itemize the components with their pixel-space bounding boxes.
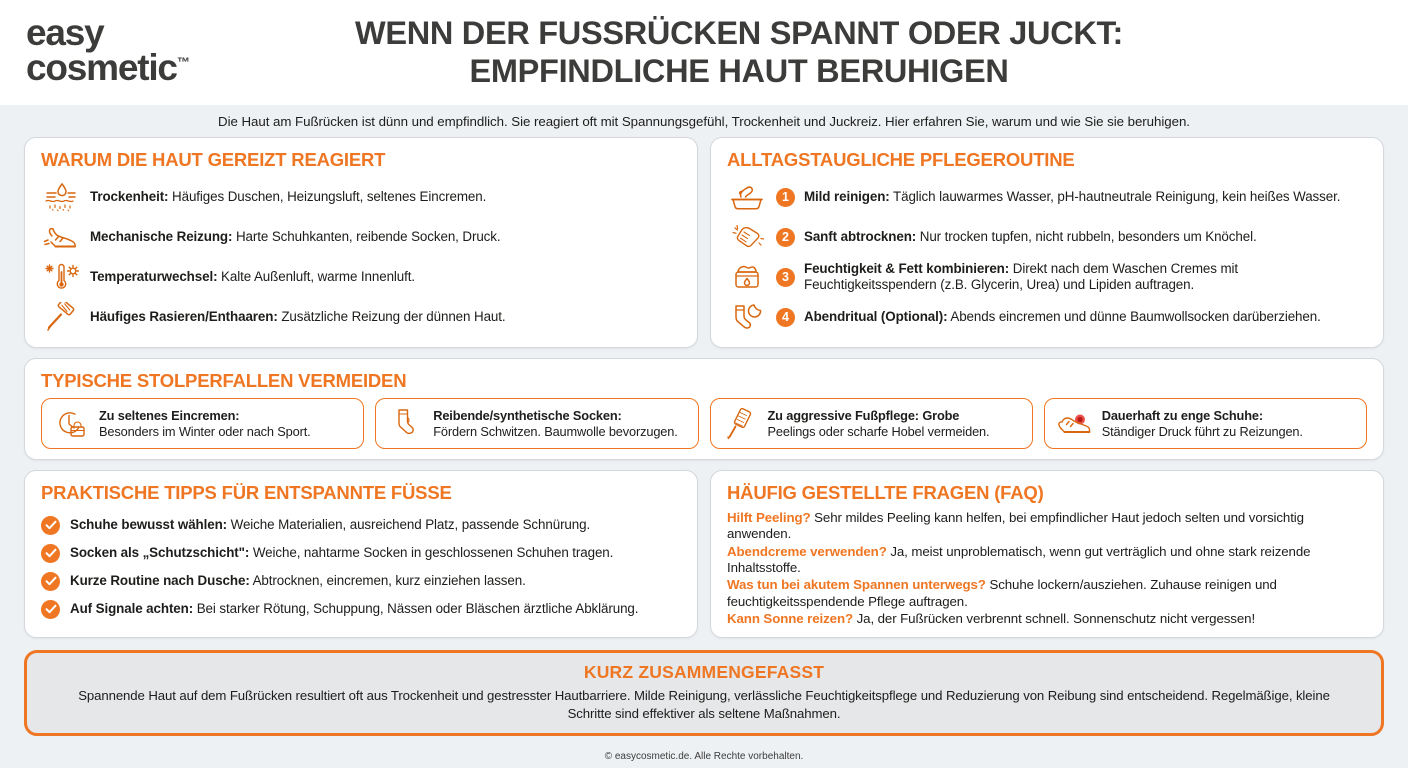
list-item: [41, 540, 681, 566]
list-item: [41, 217, 681, 257]
list-item-desc: Weiche, nahtarme Socken in geschlossenen Schuhen tragen.: [249, 544, 614, 560]
pitfall-label: Zu aggressive Fußpflege: Grobe: [767, 407, 960, 423]
step-number-badge: 3: [776, 268, 795, 287]
pitfall-label: Reibende/synthetische Socken:: [433, 407, 622, 423]
list-item-desc: Harte Schuhkanten, reibende Socken, Druck.: [232, 228, 501, 244]
sock-icon: [385, 407, 425, 441]
list-item-text: [804, 261, 1367, 293]
pitfall-label: Zu seltenes Eincremen:: [99, 407, 240, 423]
pitfall-desc: Ständiger Druck führt zu Reizungen.: [1101, 423, 1303, 439]
list-item-label: Auf Signale achten:: [70, 600, 194, 616]
list-item-text: [804, 309, 1321, 325]
faq-question: Was tun bei akutem Spannen unterwegs?: [727, 577, 986, 593]
pitfall-text: [99, 408, 311, 439]
list-item: [727, 177, 1367, 217]
list-item: [727, 217, 1367, 257]
list-item-desc: Nur trocken tupfen, nicht rubbeln, besonders um Knöchel.: [916, 228, 1257, 244]
towel-drying-hand-icon: [727, 220, 767, 254]
card-faq: [710, 470, 1384, 638]
page-header: [0, 0, 1408, 105]
list-item-text: [804, 229, 1257, 245]
pitfall-desc: Peelings oder scharfe Hobel vermeiden.: [767, 423, 990, 439]
faq-answer: Schuhe lockern/ausziehen. Zuhause reinigen und feuchtigkeitsspendende Pflege auftragen.: [727, 577, 1277, 609]
list-item: [727, 257, 1367, 297]
list-item-text: [90, 309, 506, 325]
list-item-text: [70, 517, 590, 533]
step-number-badge: 4: [776, 308, 795, 327]
card-routine-title: ALLTAGSTAUGLICHE PFLEGEROUTINE: [727, 149, 1075, 170]
thermometer-temperature-icon: [41, 260, 81, 294]
card-causes: [24, 137, 698, 348]
list-item-desc: Direkt nach dem Waschen Cremes mit Feuchtigkeitsspendern (z.B. Glycerin, Urea) und Lipiden auftragen.: [804, 260, 1239, 292]
faq-question: Hilft Peeling?: [727, 510, 811, 525]
check-circle-icon: [41, 516, 60, 535]
logo-line-1: easy: [26, 12, 104, 54]
check-circle-icon: [41, 544, 60, 563]
list-item: [41, 257, 681, 297]
summary-body: [57, 687, 1351, 721]
list-item-desc: Kalte Außenluft, warme Innenluft.: [217, 268, 416, 284]
faq-answer: Ja, der Fußrücken verbrennt schnell. Sonnenschutz nicht vergessen!: [853, 611, 1256, 627]
step-number-badge: 2: [776, 228, 795, 247]
faq-question: Abendcreme verwenden?: [727, 543, 887, 559]
list-item-desc: Abends eincremen und dünne Baumwollsocken darüberziehen.: [947, 308, 1321, 324]
list-item-desc: Bei starker Rötung, Schuppung, Nässen oder Bläschen ärztliche Abklärung.: [193, 600, 639, 616]
tight-shoe-pressure-icon: [1054, 407, 1094, 441]
list-item-label: Trockenheit:: [90, 188, 169, 204]
pitfall-card: [1044, 398, 1367, 449]
pitfall-card: [710, 398, 1033, 449]
logo-line-2: cosmetic™: [26, 46, 190, 88]
card-pitfalls: [24, 358, 1384, 460]
shoe-friction-icon: [41, 220, 81, 254]
pitfall-text: [768, 408, 990, 439]
list-item-desc: Weiche Materialien, ausreichend Platz, passende Schnürung.: [227, 516, 591, 532]
list-item: [41, 596, 681, 622]
footer-copyright: © easycosmetic.de. Alle Rechte vorbehalten.: [604, 751, 804, 762]
pitfall-label: Dauerhaft zu enge Schuhe:: [1101, 407, 1263, 423]
list-item-label: Mild reinigen:: [804, 188, 890, 204]
list-item-desc: Häufiges Duschen, Heizungsluft, seltenes Eincremen.: [168, 188, 487, 204]
card-faq-title: HÄUFIG GESTELLTE FRAGEN (FAQ): [727, 482, 1044, 503]
sock-moon-night-icon: [727, 300, 767, 334]
pitfall-card: [41, 398, 364, 449]
list-item: [41, 568, 681, 594]
list-item-label: Häufiges Rasieren/Enthaaren:: [90, 308, 278, 324]
skin-dryness-droplet-icon: [41, 180, 81, 214]
list-item-label: Mechanische Reizung:: [90, 228, 233, 244]
list-item-text: [70, 573, 526, 589]
list-item-label: Temperaturwechsel:: [90, 268, 218, 284]
list-item-text: [804, 189, 1340, 205]
list-item-text: [90, 189, 486, 205]
check-circle-icon: [41, 600, 60, 619]
faq-answer: Ja, meist unproblematisch, wenn gut verträglich und ohne stark reizende Inhaltsstoffe.: [727, 543, 1311, 576]
pitfall-card: [375, 398, 698, 449]
summary-title: KURZ ZUSAMMENGEFASST: [583, 662, 825, 683]
list-item-label: Schuhe bewusst wählen:: [70, 516, 228, 532]
card-causes-title: WARUM DIE HAUT GEREIZT REAGIERT: [41, 149, 386, 170]
faq-list: [727, 510, 1367, 627]
list-item-label: Socken als „Schutzschicht":: [70, 544, 250, 560]
razor-shaving-icon: [41, 300, 81, 334]
summary-box: [24, 650, 1384, 735]
check-circle-icon: [41, 572, 60, 591]
foot-file-rasp-icon: [720, 407, 760, 441]
card-routine: [710, 137, 1384, 348]
faq-item: [727, 611, 1367, 627]
card-pitfalls-title: TYPISCHE STOLPERFALLEN VERMEIDEN: [41, 370, 407, 391]
card-tips-title: PRAKTISCHE TIPPS FÜR ENTSPANNTE FÜSSE: [41, 482, 452, 503]
faq-item: [727, 544, 1367, 577]
pitfall-desc: Besonders im Winter oder nach Sport.: [99, 423, 311, 439]
routine-list: [727, 177, 1367, 337]
summary-line-1: Spannende Haut auf dem Fußrücken resultiert oft aus Trockenheit und gestresster Hautbarriere. Milde Reinigung, verlässliche Feuchtigkeitspflege und Reduzierung von Reibung sind entscheidend.: [78, 688, 1208, 704]
clock-cream-icon: [51, 407, 91, 441]
list-item-desc: Täglich lauwarmes Wasser, pH-hautneutrale Reinigung, kein heißes Wasser.: [889, 188, 1341, 204]
list-item-label: Feuchtigkeit & Fett kombinieren:: [804, 260, 1010, 276]
step-number-badge: 1: [776, 188, 795, 207]
faq-item: [727, 577, 1367, 610]
page-title-line-2: EMPFINDLICHE HAUT BERUHIGEN: [469, 52, 1009, 89]
list-item-label: Abendritual (Optional):: [804, 308, 948, 324]
page-title: [276, 15, 1382, 90]
list-item-label: Kurze Routine nach Dusche:: [70, 572, 250, 588]
list-item: [41, 512, 681, 538]
cream-jar-icon: [727, 260, 767, 294]
list-item-desc: Zusätzliche Reizung der dünnen Haut.: [277, 308, 506, 324]
foot-bath-icon: [727, 180, 767, 214]
pitfall-text: [433, 408, 677, 439]
faq-item: [727, 510, 1367, 543]
faq-answer: Sehr mildes Peeling kann helfen, bei empfindlicher Haut jedoch selten und vorsichtig anwenden.: [727, 510, 1304, 542]
summary-line-2: Regelmäßige, kleine Schritte sind effektiver als seltene Maßnahmen.: [567, 688, 1330, 721]
list-item: [727, 297, 1367, 337]
tips-list: [41, 510, 681, 622]
pitfall-desc: Fördern Schwitzen. Baumwolle bevorzugen.: [433, 423, 678, 439]
pitfall-text: [1102, 408, 1303, 439]
list-item-text: [70, 601, 638, 617]
faq-question: Kann Sonne reizen?: [727, 611, 854, 627]
pitfalls-list: [41, 398, 1367, 449]
list-item: [41, 177, 681, 217]
list-item-desc: Abtrocknen, eincremen, kurz einziehen lassen.: [249, 572, 526, 588]
content-area: [0, 137, 1408, 745]
trademark-symbol: ™: [176, 54, 190, 70]
brand-logo: [26, 12, 276, 88]
row-tips-faq: [24, 470, 1384, 638]
row-causes-routine: [24, 137, 1384, 348]
list-item-text: [90, 229, 501, 245]
list-item-label: Sanft abtrocknen:: [804, 228, 917, 244]
card-tips: [24, 470, 698, 638]
list-item-text: [70, 545, 613, 561]
page-title-line-1: WENN DER FUSSRÜCKEN SPANNT ODER JUCKT:: [354, 14, 1124, 51]
list-item-text: [90, 269, 415, 285]
list-item: [41, 297, 681, 337]
intro-text: Die Haut am Fußrücken ist dünn und empfindlich. Sie reagiert oft mit Spannungsgefühl, Trockenheit und Juckreiz. Hier erfahren Sie, warum und wie Sie sie beruhigen.: [218, 114, 1190, 129]
causes-list: [41, 177, 681, 337]
